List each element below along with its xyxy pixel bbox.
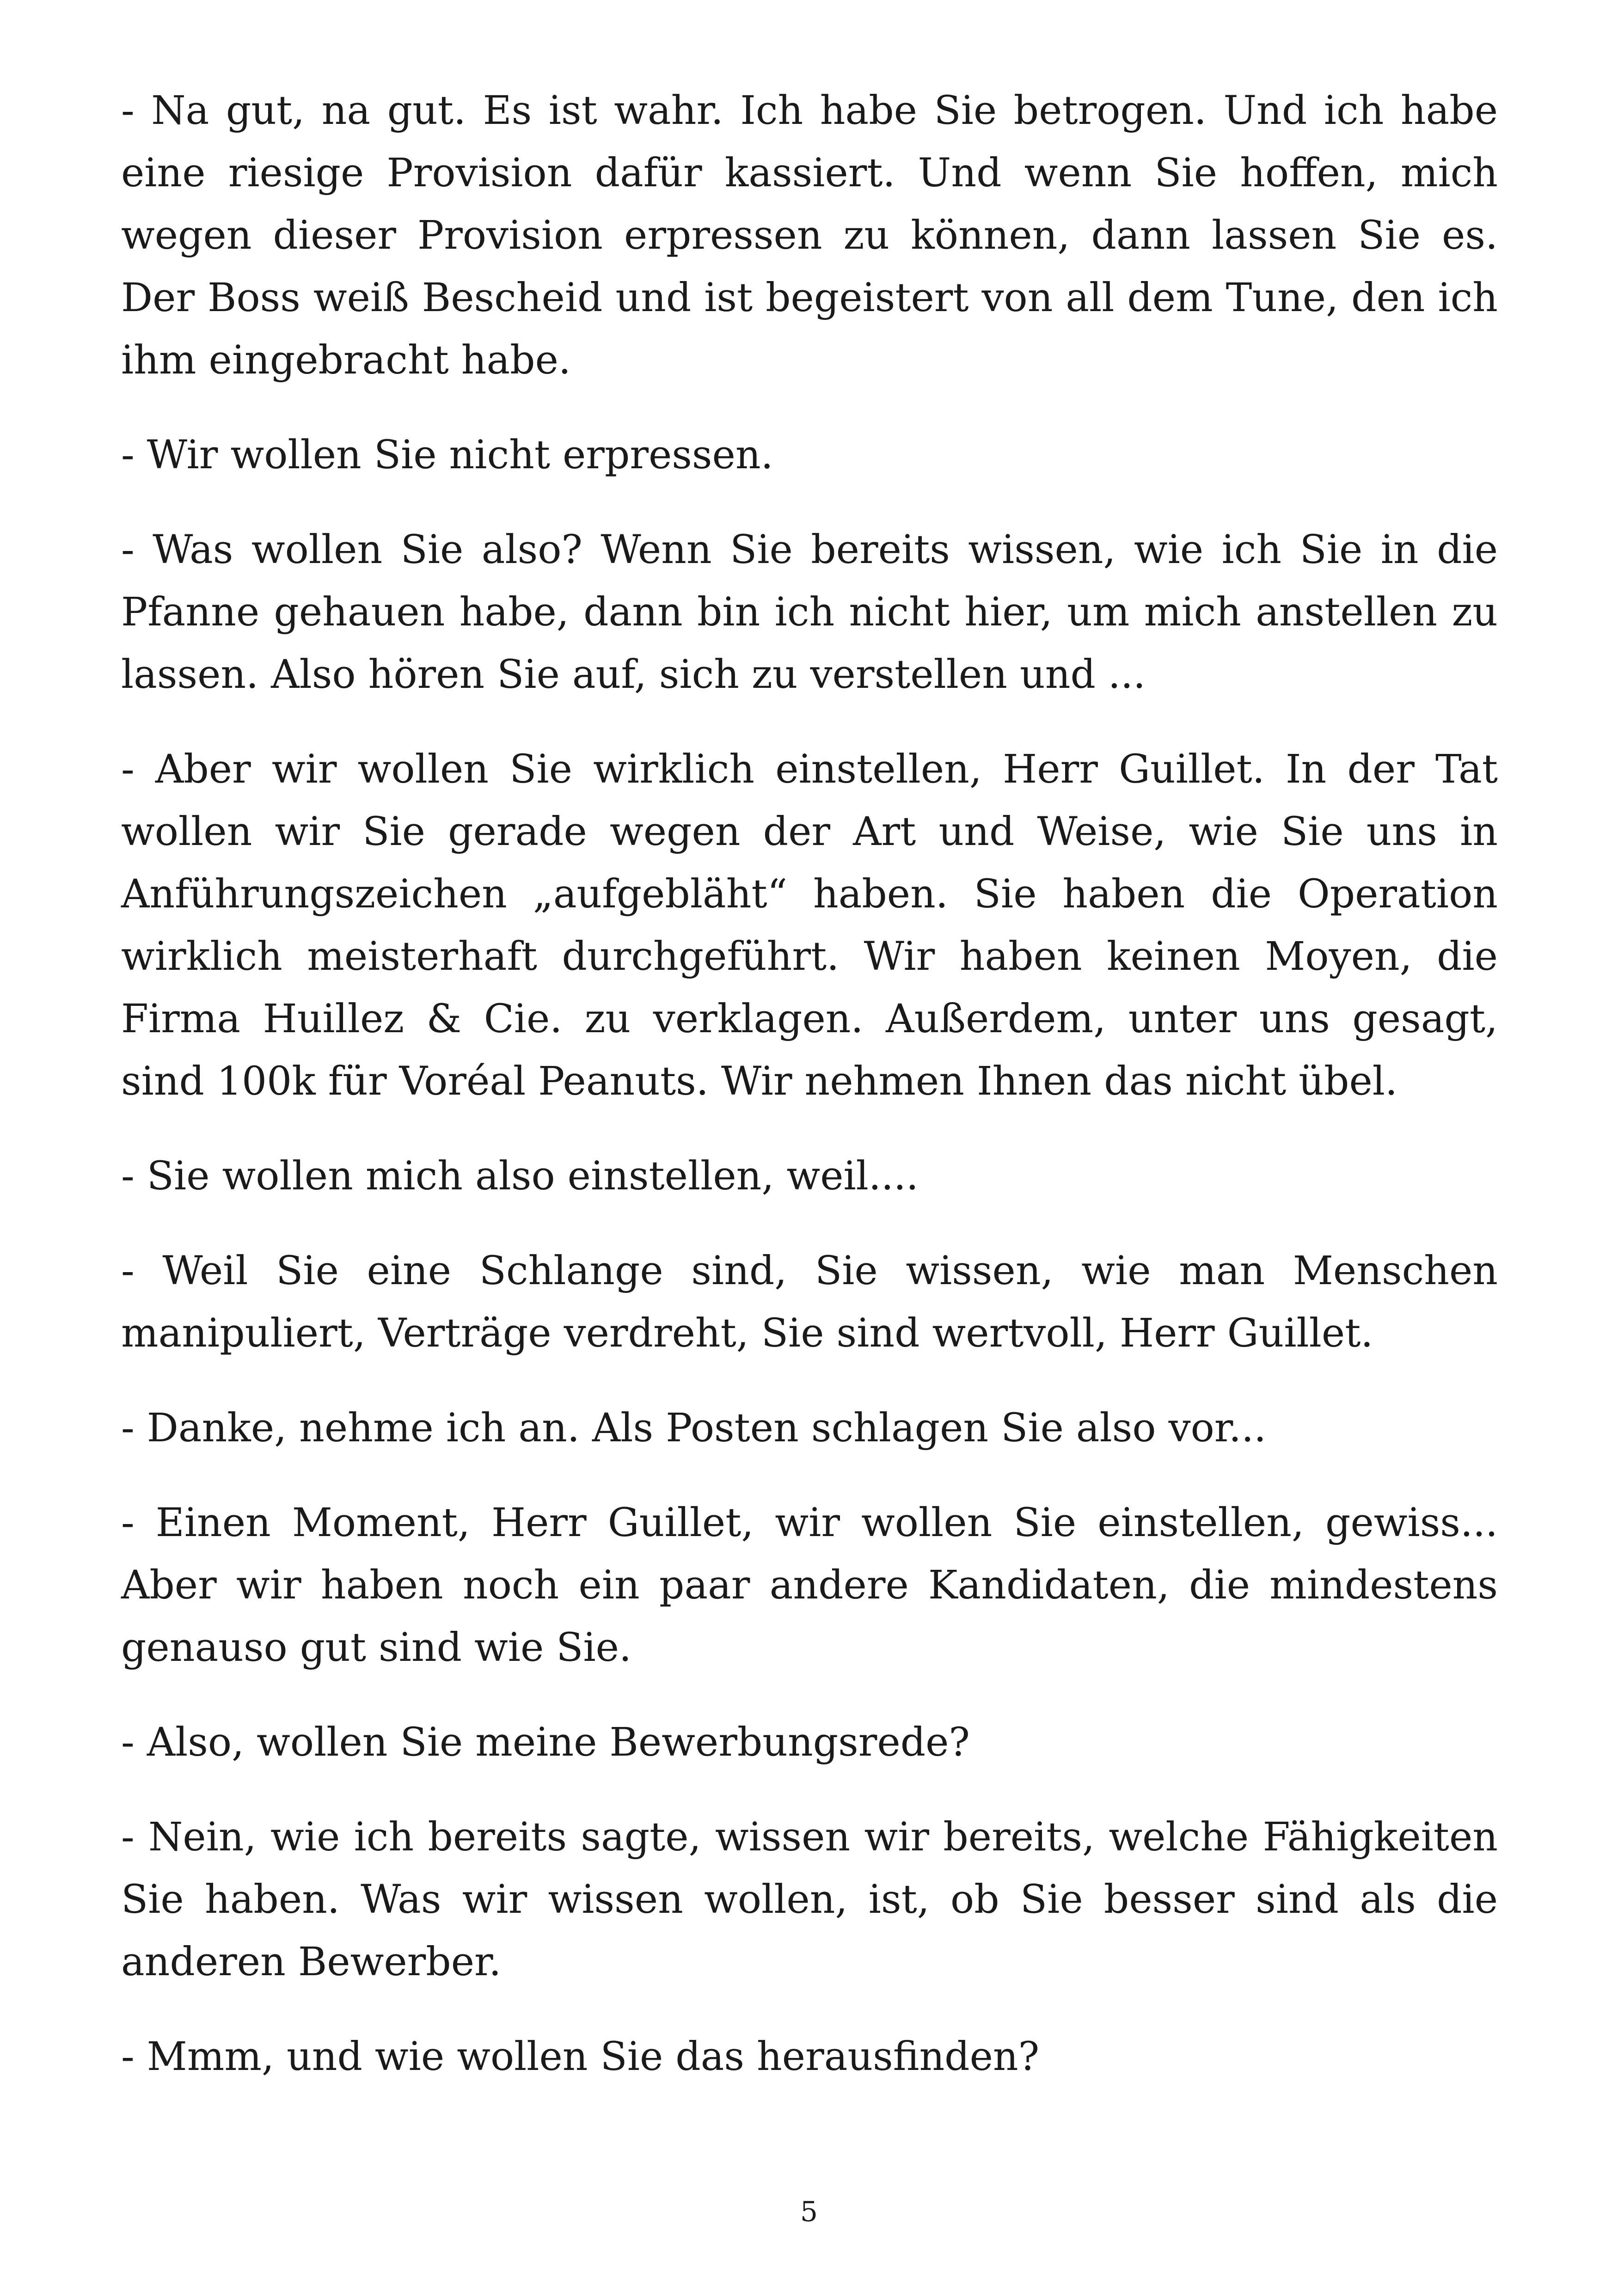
dialogue-paragraph: - Also, wollen Sie meine Bewerbungsrede? xyxy=(121,1720,970,1765)
dialogue-paragraph: - Wir wollen Sie nicht erpressen. xyxy=(121,432,773,478)
page-number: 5 xyxy=(800,2196,818,2228)
dialogue-paragraph: - Mmm, und wie wollen Sie das herausfinden? xyxy=(121,2034,1040,2080)
dialogue-paragraph: - Nein, wie ich bereits sagte, wissen wir bereits, welche Fähigkeiten Sie haben. Was wir wissen wollen, ist, ob Sie besser sind als die anderen Bewerber. xyxy=(121,1814,1498,1985)
dialogue-paragraph: - Weil Sie eine Schlange sind, Sie wissen, wie man Menschen manipuliert, Verträge verdreht, Sie sind wertvoll, Herr Guillet. xyxy=(121,1248,1498,1356)
dialogue-paragraph: - Danke, nehme ich an. Als Posten schlagen Sie also vor... xyxy=(121,1405,1267,1451)
dialogue-paragraph: - Sie wollen mich also einstellen, weil.... xyxy=(121,1153,919,1199)
dialogue-paragraph: - Einen Moment, Herr Guillet, wir wollen Sie einstellen, gewiss... Aber wir haben noch ein paar andere Kandidaten, die mindestens genauso gut sind wie Sie. xyxy=(121,1500,1498,1671)
document-body xyxy=(121,80,1498,2120)
dialogue-paragraph: - Aber wir wollen Sie wirklich einstellen, Herr Guillet. In der Tat wollen wir Sie gerade wegen der Art und Weise, wie Sie uns in Anführungszeichen „aufgebläht“ haben. Sie haben die Operation wirklich meisterhaft durchgeführt. Wir haben keinen Moyen, die Firma Huillez & Cie. zu verklagen. Außerdem, unter uns gesagt, sind 100k für Voréal Peanuts. Wir nehmen Ihnen das nicht übel. xyxy=(121,747,1498,1104)
dialogue-paragraph: - Na gut, na gut. Es ist wahr. Ich habe Sie betrogen. Und ich habe eine riesige Provision dafür kassiert. Und wenn Sie hoffen, mich wegen dieser Provision erpressen zu können, dann lassen Sie es. Der Boss weiß Bescheid und ist begeistert von all dem Tune, den ich ihm eingebracht habe. xyxy=(121,88,1498,383)
dialogue-paragraph: - Was wollen Sie also? Wenn Sie bereits wissen, wie ich Sie in die Pfanne gehauen habe, dann bin ich nicht hier, um mich anstellen zu lassen. Also hören Sie auf, sich zu verstellen und ... xyxy=(121,527,1498,698)
